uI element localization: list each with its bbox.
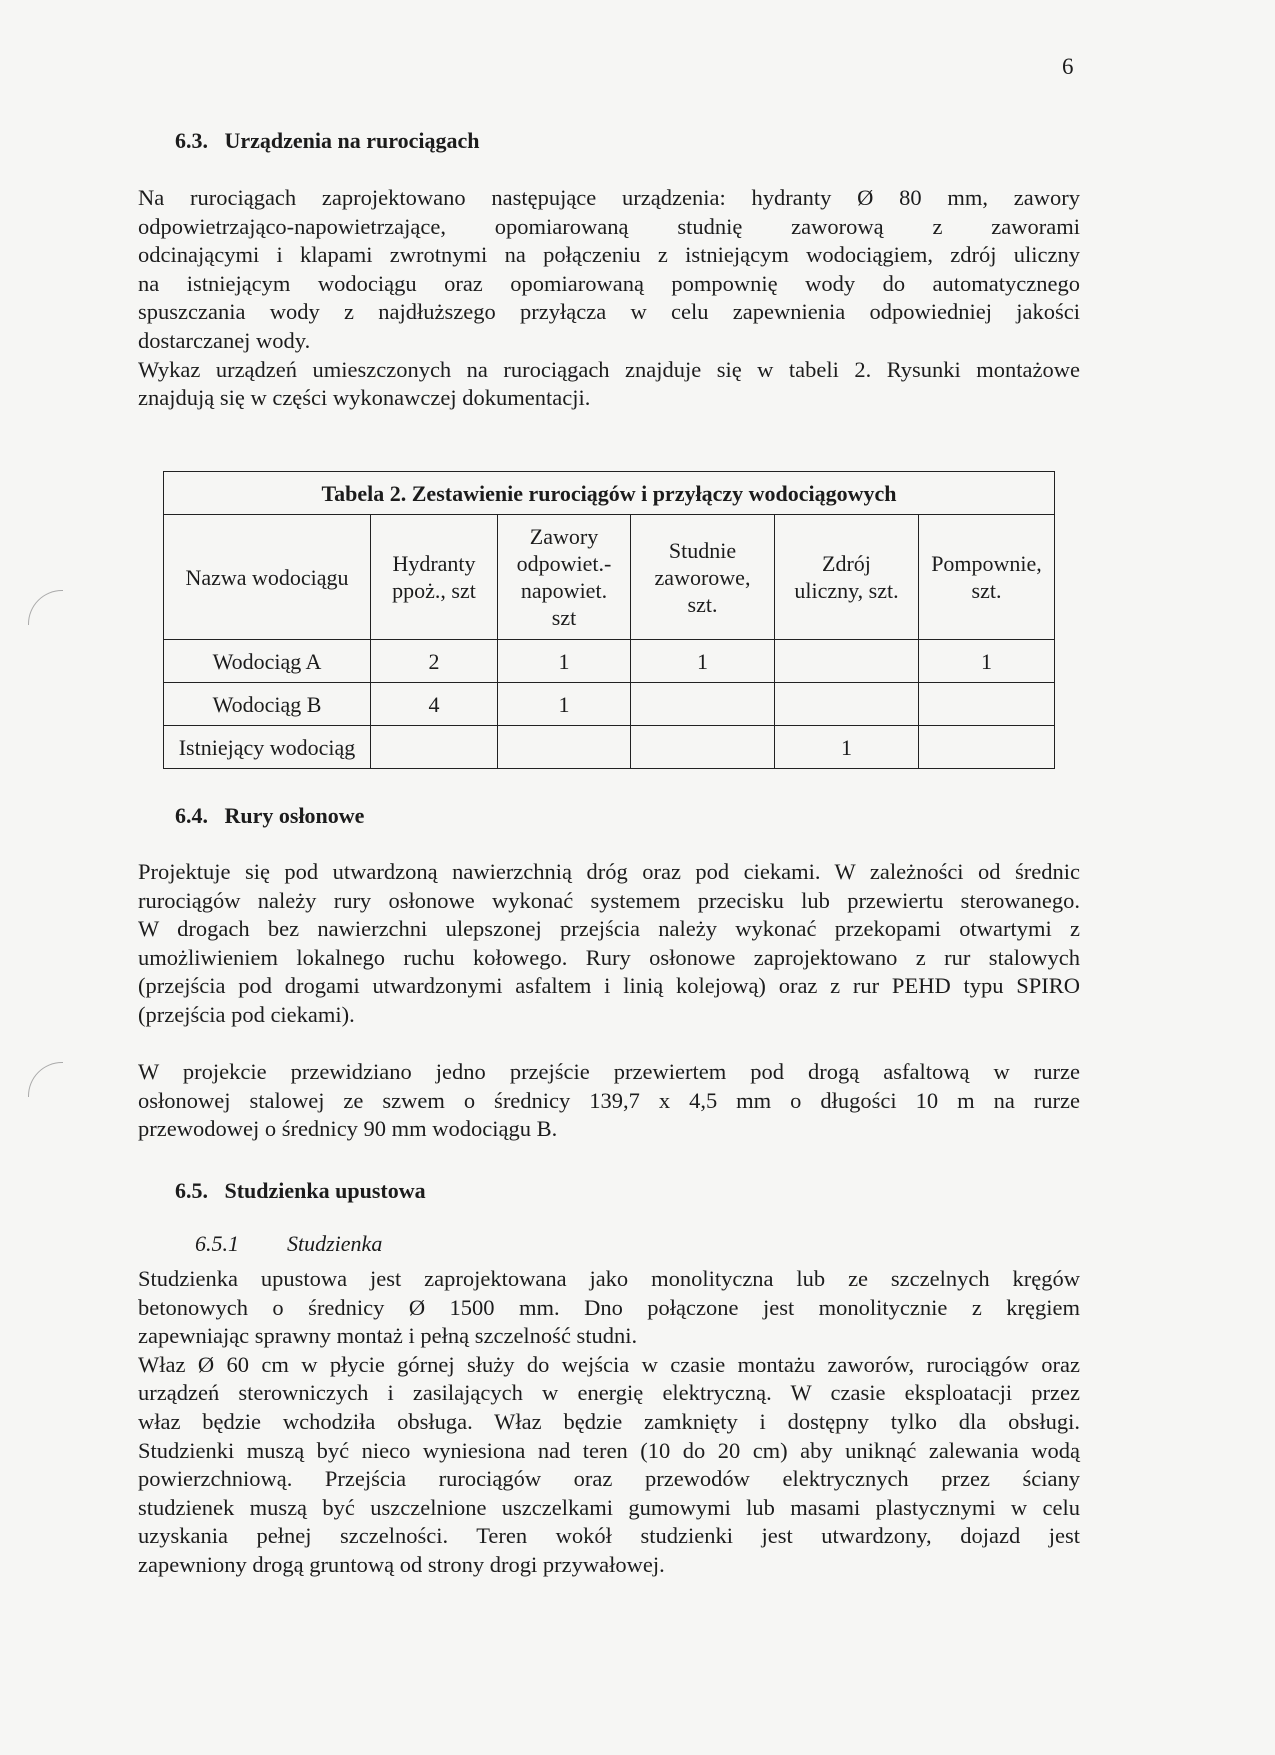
text-line: odcinającymi i klapami zwrotnymi na połączeniu z istniejącym wodociągiem, zdrój uliczny [138, 242, 1080, 268]
header-cell-name [164, 515, 371, 640]
text-line: uzyskania pełnej szczelności. Teren wokół studzienki jest utwardzony, dojazd jest [138, 1523, 1080, 1549]
text-line: (przejścia pod ciekami). [138, 1001, 355, 1027]
table-cell [631, 726, 775, 769]
table-cell: 1 [498, 640, 631, 683]
section-title: Rury osłonowe [224, 803, 365, 828]
section-title: Studzienka upustowa [224, 1178, 426, 1203]
text-line: Właz Ø 60 cm w płycie górnej służy do wejścia w czasie montażu zaworów, rurociągów oraz [138, 1351, 1080, 1377]
text-line: spuszczania wody z najdłuższego przyłącza w celu zapewnienia odpowiedniej jakości [138, 299, 1080, 325]
table-cell: 1 [919, 640, 1055, 683]
text-line: przewodowej o średnicy 90 mm wodociągu B. [138, 1116, 558, 1142]
table-cell: 1 [631, 640, 775, 683]
text-line: osłonowej stalowej ze szwem o średnicy 139,7 x 4,5 mm o długości 10 m na rurze [138, 1087, 1080, 1113]
subsection-heading-6-5-1 [195, 1231, 382, 1257]
text-line: zapewniając sprawny montaż i pełną szczelność studni. [138, 1323, 638, 1349]
text-line: (przejścia pod drogami utwardzonymi asfaltem i linią kolejową) oraz z rur PEHD typu SPIRO [138, 973, 1080, 999]
header-text: Hydranty [392, 551, 476, 576]
table-cell [775, 683, 919, 726]
text-line: urządzeń sterowniczych i zasilających w energię elektryczną. W czasie eksploatacji przez [138, 1380, 1080, 1406]
table-row [164, 726, 1055, 769]
text-line: zapewniony drogą gruntową od strony drogi przywałowej. [138, 1551, 665, 1577]
text-line: rurociągów należy rury osłonowe wykonać systemem przecisku lub przewiertu sterowanego. [138, 887, 1080, 913]
section-heading-6-3 [175, 128, 480, 154]
header-text: Zawory [529, 524, 599, 549]
table-cell: Wodociąg B [164, 683, 371, 726]
paragraph-6-4-casing-pipes [138, 858, 1080, 1030]
header-text: uliczny, szt. [794, 578, 899, 603]
text-line: znajdują się w części wykonawczej dokumentacji. [138, 385, 591, 411]
table-cell [775, 640, 919, 683]
header-text: Zdrój [822, 551, 871, 576]
section-heading-6-5 [175, 1178, 426, 1204]
header-cell-hydrants [371, 515, 498, 640]
text-line: na istniejącym wodociągu oraz opomiarowaną pompownię wody do automatycznego [138, 270, 1080, 296]
text-line: betonowych o średnicy Ø 1500 mm. Dno połączone jest monolitycznie z kręgiem [138, 1294, 1080, 1320]
text-line: właz będzie wchodziła obsługa. Właz będzie zamknięty i dostępny tylko dla obsługi. [138, 1408, 1080, 1434]
text-line: Projektuje się pod utwardzoną nawierzchnią dróg oraz pod ciekami. W zależności od średnic [138, 859, 1080, 884]
section-title: Urządzenia na rurociągach [224, 128, 480, 153]
table-cell [919, 683, 1055, 726]
section-number: 6.3. [175, 128, 208, 153]
table-cell [631, 683, 775, 726]
header-text: Pompownie, [931, 551, 1042, 576]
header-text: odpowiet.- [516, 551, 612, 576]
subsection-title: Studzienka [287, 1231, 383, 1256]
text-line: dostarczanej wody. [138, 327, 311, 353]
table-cell [498, 726, 631, 769]
header-text: ppoż., szt [392, 578, 476, 603]
table-cell [371, 726, 498, 769]
header-text: Nazwa wodociągu [185, 564, 349, 590]
header-text: napowiet. [520, 578, 608, 603]
table-cell: 4 [371, 683, 498, 726]
paragraph-6-5-1-well [138, 1265, 1080, 1580]
table-cell: Wodociąg A [164, 640, 371, 683]
punch-hole-mark [28, 1062, 63, 1097]
section-number: 6.4. [175, 803, 208, 828]
page-number: 6 [1062, 54, 1074, 79]
table-cell: Istniejący wodociąg [164, 726, 371, 769]
paragraph-6-4-drilling [138, 1058, 1080, 1144]
text-line: umożliwieniem lokalnego ruchu kołowego. Rury osłonowe zaprojektowano z rur stalowych [138, 944, 1080, 970]
punch-hole-mark [28, 590, 63, 625]
table-header-row [164, 515, 1055, 640]
text-line: W drogach bez nawierzchni ulepszonej przejścia należy wykonać przekopami otwartymi z [138, 916, 1080, 942]
text-line: Na rurociągach zaprojektowano następujące urządzenia: hydranty Ø 80 mm, zawory [138, 185, 1080, 210]
table-cell: 1 [498, 683, 631, 726]
text-line: W projekcie przewidziano jedno przejście przewiertem pod drogą asfaltową w rurze [138, 1059, 1080, 1084]
header-cell-valves [498, 515, 631, 640]
text-line: odpowietrzająco-napowietrzające, opomiarowaną studnię zaworową z zaworami [138, 213, 1080, 239]
header-cell-wells [631, 515, 775, 640]
table-2 [163, 471, 1055, 769]
header-text: Studnie [668, 537, 737, 563]
section-heading-6-4 [175, 803, 364, 829]
header-text: szt [551, 605, 577, 630]
text-line: Wykaz urządzeń umieszczonych na rurociągach znajduje się w tabeli 2. Rysunki montażowe [138, 356, 1080, 382]
text-line: studzienek muszą być uszczelnione uszczelkami gumowymi lub masami plastycznymi w celu [138, 1494, 1080, 1520]
table-row [164, 640, 1055, 683]
header-cell-pumps [919, 515, 1055, 640]
table-row [164, 683, 1055, 726]
paragraph-6-3-devices [138, 184, 1080, 413]
table-cell: 1 [775, 726, 919, 769]
header-cell-hydrant-street [775, 515, 919, 640]
header-text: zaworowe, [654, 564, 751, 590]
table-cell [919, 726, 1055, 769]
text-line: powierzchniową. Przejścia rurociągów oraz przewodów elektrycznych przez ściany [138, 1466, 1080, 1492]
header-text: szt. [687, 591, 718, 617]
table-caption: Tabela 2. Zestawienie rurociągów i przyłączy wodociągowych [164, 472, 1055, 515]
text-line: Studzienka upustowa jest zaprojektowana jako monolityczna lub ze szczelnych kręgów [138, 1266, 1080, 1291]
subsection-number: 6.5.1 [195, 1231, 239, 1256]
text-line: Studzienki muszą być nieco wyniesiona nad teren (10 do 20 cm) aby uniknąć zalewania wodą [138, 1437, 1080, 1463]
section-number: 6.5. [175, 1178, 208, 1203]
header-text: szt. [971, 578, 1002, 603]
table-cell: 2 [371, 640, 498, 683]
